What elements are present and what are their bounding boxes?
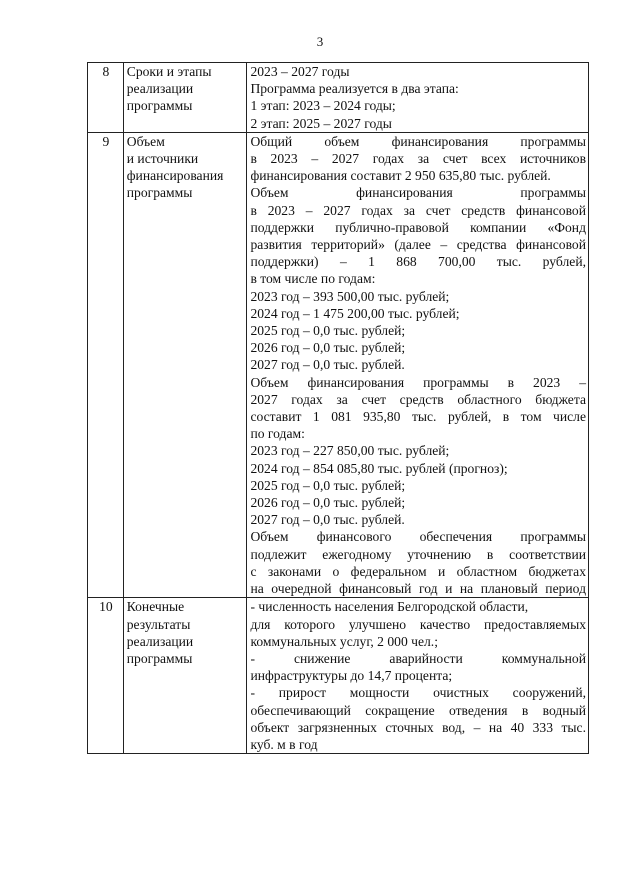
content-line: объект загрязненных сточных вод, – на 40 333 тыс. — [250, 719, 586, 735]
content-line: в 2023 – 2027 годах за счет средств финансовой — [250, 202, 586, 218]
section-name-line: Объем — [126, 133, 165, 149]
section-name-line: и источники — [126, 151, 199, 167]
section-content-cell — [247, 63, 589, 133]
section-name-cell — [123, 132, 247, 597]
content-line: 2 этап: 2025 – 2027 годы — [250, 115, 392, 131]
content-line: составит 1 081 935,80 тыс. рублей, в том числе — [250, 409, 586, 425]
content-line: Объем финансирования программы — [250, 185, 586, 201]
content-line: поддержки) – 1 868 700,00 тыс. рублей, — [250, 254, 586, 270]
content-line: - численность населения Белгородской области, — [250, 599, 529, 615]
table-row — [88, 132, 589, 597]
program-passport-table — [87, 62, 589, 754]
section-name-line: финансирования — [126, 168, 224, 184]
content-line: в 2023 – 2027 годах за счет всех источников — [250, 151, 586, 167]
section-name-cell — [123, 598, 247, 754]
section-name-line: программы — [126, 98, 193, 114]
content-line: 2026 год – 0,0 тыс. рублей; — [250, 495, 406, 511]
section-name-line: результаты — [126, 616, 191, 632]
content-line: Объем финансового обеспечения программы — [250, 529, 586, 545]
content-line: коммунальных услуг, 2 000 чел.; — [250, 633, 438, 649]
content-line: развития территорий» (далее – средства финансовой — [250, 237, 586, 253]
content-line: 2027 годах за счет средств областного бюджета — [250, 391, 586, 407]
page-number: 3 — [316, 34, 324, 49]
content-line: 2023 год – 227 850,00 тыс. рублей; — [250, 443, 450, 459]
content-line: - снижение аварийности коммунальной — [250, 650, 586, 666]
content-line: на очередной финансовый год и на плановый период — [250, 581, 586, 597]
content-line: 2025 год – 0,0 тыс. рублей; — [250, 323, 406, 339]
section-content-cell — [247, 132, 589, 597]
section-name-line: программы — [126, 185, 193, 201]
content-line: 2027 год – 0,0 тыс. рублей. — [250, 512, 405, 528]
section-name-line: реализации — [126, 81, 194, 97]
section-name-cell — [123, 63, 247, 133]
content-line: 2023 год – 393 500,00 тыс. рублей; — [250, 288, 450, 304]
content-line: куб. м в год — [250, 736, 318, 752]
content-line: 2025 год – 0,0 тыс. рублей; — [250, 477, 406, 493]
content-line: подлежит ежегодному уточнению в соответствии — [250, 546, 586, 562]
content-line: 1 этап: 2023 – 2024 годы; — [250, 98, 396, 114]
content-line: 2023 – 2027 годы — [250, 64, 350, 79]
content-line: 2024 год – 1 475 200,00 тыс. рублей; — [250, 305, 460, 321]
content-line: 2026 год – 0,0 тыс. рублей; — [250, 340, 406, 356]
content-line: поддержки публично-правовой компании «Фонд — [250, 219, 586, 235]
content-line: 2027 год – 0,0 тыс. рублей. — [250, 357, 405, 373]
section-name-line: программы — [126, 650, 193, 666]
content-line: обеспечивающий сокращение отведения в водный — [250, 702, 586, 718]
row-number-cell: 8 — [88, 63, 124, 133]
content-line: - прирост мощности очистных сооружений, — [250, 685, 586, 701]
content-line: Общий объем финансирования программы — [250, 133, 586, 149]
section-name-line: реализации — [126, 633, 194, 649]
section-name-line: Сроки и этапы — [126, 64, 212, 79]
table-row — [88, 63, 589, 133]
section-name-line: Конечные — [126, 599, 185, 615]
row-number-cell: 9 — [88, 132, 124, 597]
section-content-cell — [247, 598, 589, 754]
table-row — [88, 598, 589, 754]
content-line: Программа реализуется в два этапа: — [250, 81, 459, 97]
content-line: с законами о федеральном и областном бюджетах — [250, 563, 586, 579]
content-line: по годам: — [250, 426, 305, 442]
content-line: в том числе по годам: — [250, 271, 376, 287]
content-line: Объем финансирования программы в 2023 – — [250, 374, 586, 390]
content-line: 2024 год – 854 085,80 тыс. рублей (прогноз); — [250, 460, 508, 476]
content-line: для которого улучшено качество предоставляемых — [250, 616, 586, 632]
content-line: инфраструктуры до 14,7 процента; — [250, 668, 453, 684]
row-number-cell: 10 — [88, 598, 124, 754]
content-line: финансирования составит 2 950 635,80 тыс. рублей. — [250, 168, 551, 184]
